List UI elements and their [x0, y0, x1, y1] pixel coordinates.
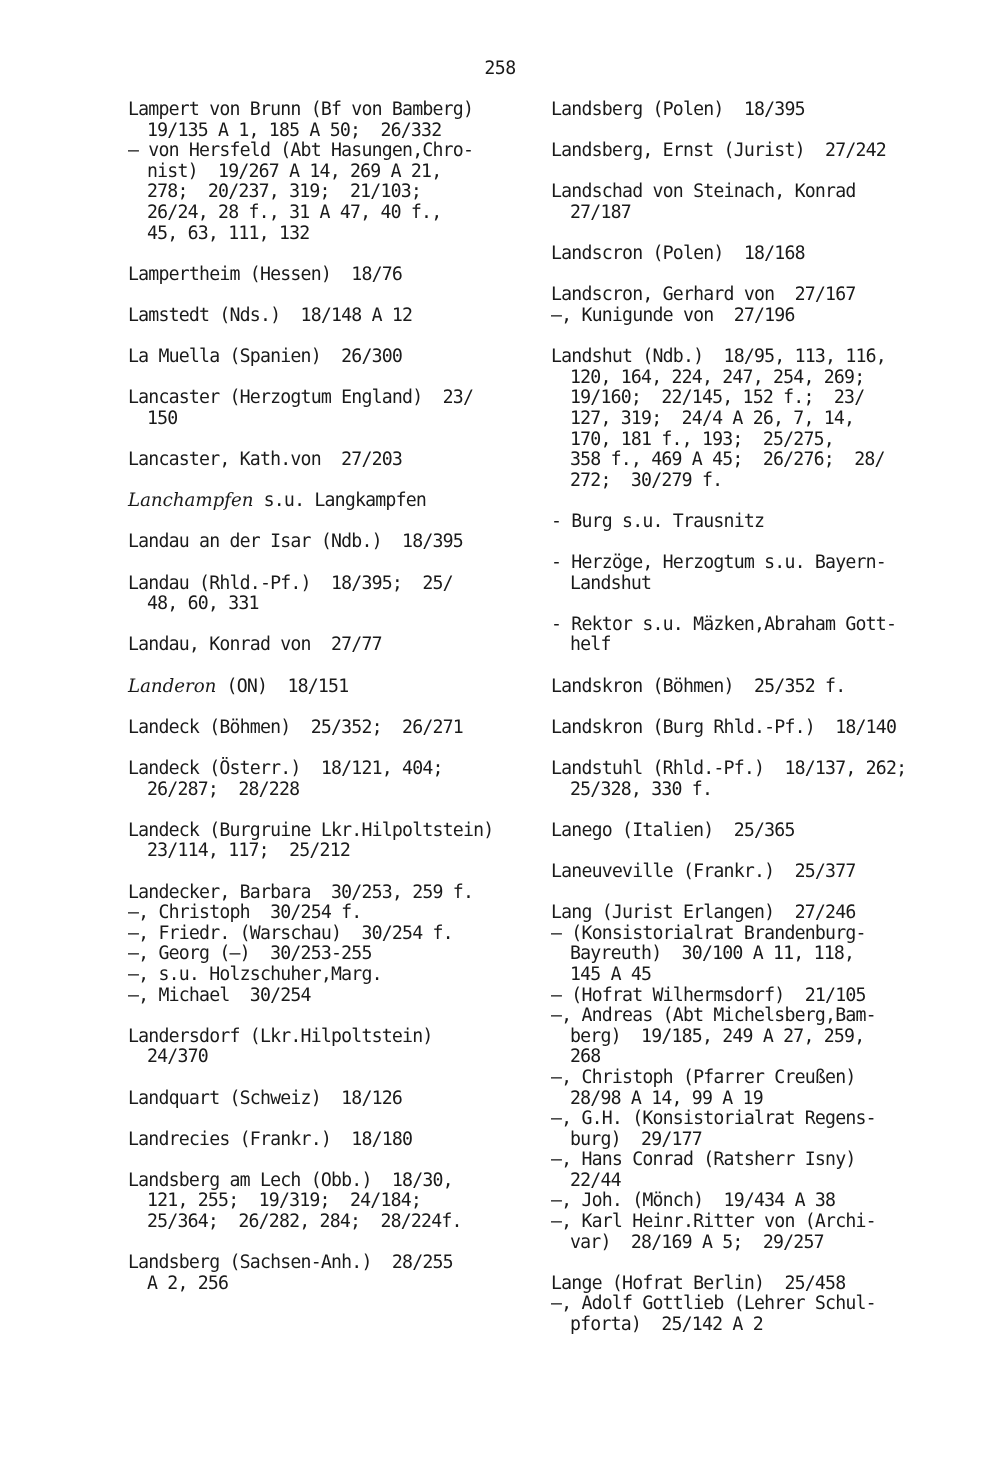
index-entry-text: 358 f., 469 A 45; 26/276; 28/: [570, 449, 885, 471]
index-entry: [551, 1274, 931, 1336]
index-entry-line: [551, 677, 931, 698]
index-entry-continuation: [551, 1027, 931, 1048]
index-entry-text: 28/98 A 14, 99 A 19: [570, 1087, 763, 1109]
index-entry-line: [128, 1130, 508, 1151]
index-entry-continuation: [128, 1191, 508, 1212]
index-entry-line: [551, 862, 931, 883]
index-entry-line: [128, 450, 508, 471]
index-entry: [551, 718, 931, 739]
index-entry-text: A 2, 256: [147, 1272, 229, 1294]
index-entry: [551, 100, 931, 121]
index-entry-text: —, Joh. (Mönch) 19/434 A 38: [551, 1190, 836, 1212]
index-entry: [551, 553, 931, 594]
index-entry-text: 19/160; 22/145, 152 f.; 23/: [570, 387, 865, 409]
index-entry: [551, 512, 931, 533]
index-entry-text: Landau (Rhld.-Pf.) 18/395; 25/: [128, 572, 453, 594]
index-entry-line: [551, 821, 931, 842]
index-entry-line: [551, 100, 931, 121]
index-entry-continuation: [128, 182, 508, 203]
index-entry-text: - Burg s.u. Trausnitz: [551, 510, 765, 532]
index-entry: [551, 677, 931, 698]
index-entry-line: [128, 965, 508, 986]
index-entry: [128, 677, 508, 698]
index-entry-continuation: [128, 162, 508, 183]
index-entry: [128, 265, 508, 286]
index-entry-text: 268: [570, 1046, 601, 1068]
index-entry-text: 127, 319; 24/4 A 26, 7, 14,: [570, 407, 855, 429]
index-entry: [551, 903, 931, 1253]
index-entry-text: (ON) 18/151: [216, 675, 349, 697]
index-entry: [551, 285, 931, 326]
index-entry-continuation: [551, 965, 931, 986]
index-entry-line: [128, 306, 508, 327]
index-entry-text: Landstuhl (Rhld.-Pf.) 18/137, 262;: [551, 758, 907, 779]
index-entry: [551, 182, 931, 223]
index-entry-text: Landau, Konrad von 27/77: [128, 634, 382, 656]
index-entry-text: 25/364; 26/282, 284; 28/224f.: [147, 1211, 462, 1233]
index-entry: [128, 347, 508, 368]
index-entry-text: La Muella (Spanien) 26/300: [128, 346, 403, 368]
index-entry-line: [128, 944, 508, 965]
index-entry-line: [128, 574, 508, 595]
index-entry-text: — (Hofrat Wilhermsdorf) 21/105: [551, 984, 866, 1006]
index-entry-continuation: [551, 409, 931, 430]
index-entry-text: Landeck (Böhmen) 25/352; 26/271: [128, 716, 463, 738]
index-entry-text: 170, 181 f., 193; 25/275,: [570, 428, 834, 450]
index-entry-line: [551, 553, 931, 574]
index-entry-text: Landsberg (Polen) 18/395: [551, 99, 805, 120]
index-entry-text: Lampertheim (Hessen) 18/76: [128, 263, 403, 285]
index-entry: [128, 1171, 508, 1233]
index-entry-text: —, Andreas (Abt Michelsberg,Bam-: [551, 1005, 876, 1027]
index-entry: [551, 347, 931, 491]
index-entry-text: —, Christoph 30/254 f.: [128, 902, 362, 924]
index-entry-line: [128, 986, 508, 1007]
index-entry-text: Lancaster, Kath.von 27/203: [128, 449, 403, 471]
index-entry-text: —, Michael 30/254: [128, 984, 311, 1006]
index-entry-text: 27/187: [570, 201, 631, 223]
index-entry-text: Landshut (Ndb.) 18/95, 113, 116,: [551, 346, 886, 368]
index-entry-text: Landrecies (Frankr.) 18/180: [128, 1128, 413, 1150]
index-entry-text: Landschad von Steinach, Konrad: [551, 181, 856, 203]
index-entry: [551, 615, 931, 656]
index-entry-text: Landshut: [570, 572, 652, 594]
index-entry-line: [551, 924, 931, 945]
index-entry: [128, 532, 508, 553]
index-entry-continuation: [128, 121, 508, 142]
index-entry-text: Landskron (Böhmen) 25/352 f.: [551, 675, 846, 697]
index-entry-text: 272; 30/279 f.: [570, 469, 723, 491]
index-entry-continuation: [551, 780, 931, 801]
index-entry-continuation: [551, 450, 931, 471]
index-entry: [128, 635, 508, 656]
index-entry-text: berg) 19/185, 249 A 27, 259,: [570, 1025, 865, 1047]
index-entry-text: —, s.u. Holzschuher,Marg.: [128, 963, 382, 985]
index-entry-line: [551, 759, 931, 780]
index-entry-text: Lanego (Italien) 25/365: [551, 819, 795, 841]
index-entry-text: —, Friedr. (Warschau) 30/254 f.: [128, 922, 453, 944]
index-entry: [551, 141, 931, 162]
index-entry: [128, 574, 508, 615]
index-entry-continuation: [551, 368, 931, 389]
index-entry-line: [128, 1171, 508, 1192]
index-entry-text: Landquart (Schweiz) 18/126: [128, 1087, 403, 1109]
index-entry-text: 23/114, 117; 25/212: [147, 840, 350, 862]
index-entry-text: —, Kunigunde von 27/196: [551, 304, 795, 326]
index-entry-line: [128, 903, 508, 924]
index-entry-text: helf: [570, 634, 611, 656]
page-number: 258: [484, 58, 516, 79]
index-entry-continuation: [551, 635, 931, 656]
index-entry-line: [128, 759, 508, 780]
index-entry-continuation: [551, 203, 931, 224]
index-entry: [128, 1027, 508, 1068]
index-entry-line: [128, 821, 508, 842]
index-entry-text: Lang (Jurist Erlangen) 27/246: [551, 902, 856, 924]
index-entry-line: [128, 265, 508, 286]
index-entry-line: [551, 1212, 931, 1233]
index-entry-line: [128, 924, 508, 945]
index-entry-continuation: [128, 594, 508, 615]
index-entry-text: - Rektor s.u. Mäzken,Abraham Gott-: [551, 613, 897, 635]
index-entry-line: [551, 903, 931, 924]
index-entry-line: [551, 986, 931, 1007]
index-entry-text: —, Adolf Gottlieb (Lehrer Schul-: [551, 1293, 876, 1315]
index-entry: [128, 491, 508, 512]
index-entry-line: [551, 1068, 931, 1089]
index-entry-line: [551, 718, 931, 739]
index-entry-line: [128, 141, 508, 162]
index-entry-text: 278; 20/237, 319; 21/103;: [147, 181, 422, 203]
index-entry-continuation: [551, 388, 931, 409]
index-entry-line: [128, 347, 508, 368]
index-entry-text: Landeck (Burgruine Lkr.Hilpoltstein): [128, 819, 494, 841]
index-entry-text: 19/135 A 1, 185 A 50; 26/332: [147, 119, 442, 141]
index-entry-line: [128, 883, 508, 904]
index-entry-line: [551, 141, 931, 162]
index-entry-text: — (Konsistorialrat Brandenburg-: [551, 922, 866, 944]
index-entry-text: var) 28/169 A 5; 29/257: [570, 1231, 824, 1253]
index-entry-continuation: [128, 224, 508, 245]
index-entry: [551, 759, 931, 800]
index-entry-line: [551, 182, 931, 203]
index-entry-text: Landeck (Österr.) 18/121, 404;: [128, 758, 443, 779]
index-entry-continuation: [551, 1233, 931, 1254]
index-entry-text: Landsberg (Sachsen-Anh.) 28/255: [128, 1252, 453, 1274]
index-entry-text: Lamstedt (Nds.) 18/148 A 12: [128, 304, 413, 326]
index-entry-continuation: [551, 1047, 931, 1068]
index-entry-continuation: [551, 430, 931, 451]
index-entry-text: Landsberg am Lech (Obb.) 18/30,: [128, 1169, 453, 1191]
index-entry-text: pforta) 25/142 A 2: [570, 1314, 763, 1336]
index-entry-line: [551, 347, 931, 368]
index-entry-line: [128, 1253, 508, 1274]
index-entry-text: 25/328, 330 f.: [570, 778, 713, 800]
index-entry-continuation: [551, 1315, 931, 1336]
index-entry-line: [128, 1089, 508, 1110]
italic-place-name: Lanchampfen: [128, 490, 254, 512]
index-entry-continuation: [128, 1047, 508, 1068]
index-entry-text: 26/287; 28/228: [147, 778, 300, 800]
index-entry-continuation: [551, 1130, 931, 1151]
index-entry-text: nist) 19/267 A 14, 269 A 21,: [147, 160, 442, 182]
index-entry-text: Lampert von Brunn (Bf von Bamberg): [128, 99, 474, 120]
index-entry-text: 121, 255; 19/319; 24/184;: [147, 1190, 422, 1212]
index-entry-text: Landscron (Polen) 18/168: [551, 243, 805, 265]
index-entry: [128, 821, 508, 862]
index-entry-text: 45, 63, 111, 132: [147, 222, 310, 244]
index-entry-text: —, Hans Conrad (Ratsherr Isny): [551, 1149, 856, 1171]
index-entry-continuation: [551, 574, 931, 595]
index-entry-line: [128, 491, 508, 512]
index-entry-text: Lange (Hofrat Berlin) 25/458: [551, 1272, 846, 1294]
index-entry-text: 26/24, 28 f., 31 A 47, 40 f.,: [147, 201, 442, 223]
index-entry-line: [551, 1109, 931, 1130]
index-entry-text: 145 A 45: [570, 963, 652, 985]
index-entry-text: 120, 164, 224, 247, 254, 269;: [570, 366, 865, 388]
index-column-left: [128, 100, 508, 1315]
index-entry: [551, 244, 931, 265]
index-entry-continuation: [128, 409, 508, 430]
index-entry-text: Landau an der Isar (Ndb.) 18/395: [128, 531, 463, 553]
index-entry: [128, 306, 508, 327]
index-entry-text: s.u. Langkampfen: [253, 490, 427, 512]
index-entry-continuation: [128, 1274, 508, 1295]
index-entry-text: 150: [147, 407, 178, 429]
index-entry-text: Landsberg, Ernst (Jurist) 27/242: [551, 140, 886, 162]
index-entry-text: —, Karl Heinr.Ritter von (Archi-: [551, 1211, 876, 1233]
index-entry: [551, 862, 931, 883]
index-entry: [128, 388, 508, 429]
index-entry-line: [551, 1191, 931, 1212]
index-entry-text: Landscron, Gerhard von 27/167: [551, 284, 856, 306]
index-entry-continuation: [551, 471, 931, 492]
index-entry: [551, 821, 931, 842]
index-entry: [128, 718, 508, 739]
index-entry-text: 48, 60, 331: [147, 593, 259, 615]
index-entry-text: - Herzöge, Herzogtum s.u. Bayern-: [551, 552, 886, 574]
index-entry: [128, 1130, 508, 1151]
index-entry-continuation: [128, 841, 508, 862]
index-entry: [128, 759, 508, 800]
index-entry-continuation: [128, 1212, 508, 1233]
index-entry-line: [128, 677, 508, 698]
index-entry-text: Lancaster (Herzogtum England) 23/: [128, 387, 474, 409]
index-entry-continuation: [128, 203, 508, 224]
index-entry: [128, 450, 508, 471]
index-entry-line: [551, 1274, 931, 1295]
index-entry-text: —, Christoph (Pfarrer Creußen): [551, 1066, 856, 1088]
index-entry-text: — von Hersfeld (Abt Hasungen,Chro-: [128, 140, 474, 162]
index-entry-line: [128, 100, 508, 121]
index-entry-text: Landskron (Burg Rhld.-Pf.) 18/140: [551, 716, 897, 738]
index-entry-continuation: [551, 1171, 931, 1192]
index-entry-continuation: [551, 1089, 931, 1110]
index-entry-line: [128, 388, 508, 409]
index-entry-text: 24/370: [147, 1046, 208, 1068]
index-entry-line: [551, 244, 931, 265]
index-entry-text: burg) 29/177: [570, 1128, 702, 1150]
index-entry: [128, 1253, 508, 1294]
index-entry-line: [128, 1027, 508, 1048]
index-entry-line: [128, 718, 508, 739]
index-entry-line: [128, 532, 508, 553]
index-entry-line: [551, 306, 931, 327]
index-entry-line: [128, 635, 508, 656]
index-entry-continuation: [128, 780, 508, 801]
index-entry: [128, 883, 508, 1007]
index-entry-line: [551, 512, 931, 533]
index-entry-line: [551, 1150, 931, 1171]
index-entry: [128, 1089, 508, 1110]
index-entry-line: [551, 615, 931, 636]
index-entry-text: —, Georg (—) 30/253-255: [128, 943, 372, 965]
index-entry-line: [551, 1006, 931, 1027]
index-entry-line: [551, 285, 931, 306]
italic-place-name: Landeron: [128, 675, 217, 697]
index-entry-text: —, G.H. (Konsistorialrat Regens-: [551, 1108, 876, 1130]
index-entry-line: [551, 1294, 931, 1315]
index-entry: [128, 100, 508, 244]
index-entry-text: 22/44: [570, 1169, 621, 1191]
index-entry-text: Laneuveville (Frankr.) 25/377: [551, 860, 856, 882]
index-entry-continuation: [551, 944, 931, 965]
index-entry-text: Landecker, Barbara 30/253, 259 f.: [128, 881, 474, 903]
index-entry-text: Bayreuth) 30/100 A 11, 118,: [570, 943, 855, 965]
index-entry-text: Landersdorf (Lkr.Hilpoltstein): [128, 1025, 433, 1047]
index-column-right: [551, 100, 931, 1356]
